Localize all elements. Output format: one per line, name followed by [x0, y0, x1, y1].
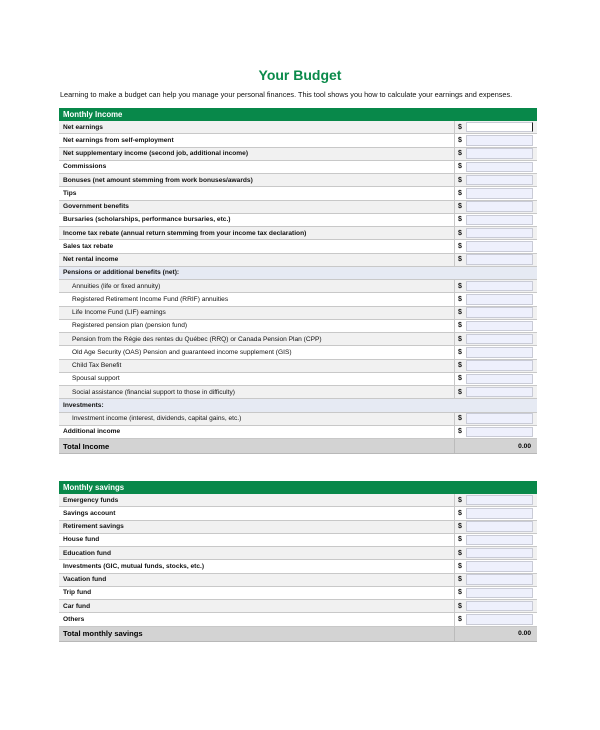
- currency-symbol: $: [458, 496, 462, 504]
- amount-input[interactable]: [466, 374, 533, 385]
- amount-input[interactable]: [466, 347, 533, 358]
- table-row: [59, 214, 537, 227]
- table-row: [59, 534, 537, 547]
- table-row: [59, 280, 537, 293]
- currency-symbol: $: [458, 295, 462, 303]
- amount-input[interactable]: [466, 601, 533, 612]
- currency-symbol: $: [458, 203, 462, 211]
- page-title: Your Budget: [258, 67, 342, 83]
- row-label: Sales tax rebate: [59, 240, 455, 252]
- row-label: Tips: [59, 187, 455, 199]
- total-savings-label: Total monthly savings: [59, 627, 455, 641]
- currency-symbol: $: [458, 562, 462, 570]
- table-row: [59, 547, 537, 560]
- row-label: Child Tax Benefit: [59, 360, 455, 372]
- currency-symbol: $: [458, 362, 462, 370]
- currency-symbol: $: [458, 335, 462, 343]
- table-row: [59, 507, 537, 520]
- row-label: Others: [59, 613, 455, 625]
- table-row: [59, 426, 537, 439]
- row-label: Registered Retirement Income Fund (RRIF) annuities: [59, 293, 455, 305]
- table-row: [59, 134, 537, 147]
- amount-input[interactable]: [466, 162, 533, 173]
- amount-input[interactable]: [466, 548, 533, 559]
- currency-symbol: $: [458, 256, 462, 264]
- table-row: [59, 201, 537, 214]
- table-row: [59, 386, 537, 399]
- amount-input[interactable]: [466, 188, 533, 199]
- amount-input[interactable]: [466, 215, 533, 226]
- currency-symbol: $: [458, 150, 462, 158]
- table-row: [59, 360, 537, 373]
- amount-input[interactable]: [466, 535, 533, 546]
- income-header: Monthly Income: [59, 108, 537, 121]
- amount-input[interactable]: [466, 508, 533, 519]
- row-label: Retirement savings: [59, 521, 455, 533]
- amount-input[interactable]: [466, 413, 533, 424]
- table-row: [59, 494, 537, 507]
- row-label: Savings account: [59, 507, 455, 519]
- amount-input[interactable]: [466, 321, 533, 332]
- table-row: [59, 121, 537, 134]
- amount-input[interactable]: [466, 495, 533, 506]
- row-label: House fund: [59, 534, 455, 546]
- currency-symbol: $: [458, 375, 462, 383]
- row-label: Life Income Fund (LIF) earnings: [59, 307, 455, 319]
- row-label: Spousal support: [59, 373, 455, 385]
- table-row: [59, 320, 537, 333]
- table-row: [59, 187, 537, 200]
- currency-symbol: $: [458, 176, 462, 184]
- row-label: Bursaries (scholarships, performance bursaries, etc.): [59, 214, 455, 226]
- subheader-row: [59, 267, 537, 280]
- table-row: [59, 227, 537, 240]
- currency-symbol: $: [458, 123, 462, 131]
- amount-input[interactable]: [466, 387, 533, 398]
- row-label: Investments (GIC, mutual funds, stocks, etc.): [59, 560, 455, 572]
- currency-symbol: $: [458, 348, 462, 356]
- table-row: [59, 307, 537, 320]
- amount-input[interactable]: [466, 281, 533, 292]
- row-label: Net rental income: [59, 254, 455, 266]
- currency-symbol: $: [458, 415, 462, 423]
- amount-input[interactable]: [466, 122, 533, 133]
- amount-input[interactable]: [466, 588, 533, 599]
- currency-symbol: $: [458, 163, 462, 171]
- total-savings-value: 0.00: [518, 630, 531, 637]
- table-row: [59, 413, 537, 426]
- income-table: [59, 108, 537, 454]
- amount-input[interactable]: [466, 241, 533, 252]
- row-label: Net earnings: [59, 121, 455, 133]
- currency-symbol: $: [458, 589, 462, 597]
- table-row: [59, 373, 537, 386]
- currency-symbol: $: [458, 309, 462, 317]
- table-row: [59, 174, 537, 187]
- amount-input[interactable]: [466, 521, 533, 532]
- table-row: [59, 293, 537, 306]
- row-label: Trip fund: [59, 587, 455, 599]
- row-label: Social assistance (financial support to those in difficulty): [59, 386, 455, 398]
- row-label: Car fund: [59, 600, 455, 612]
- row-label: Annuities (life or fixed annuity): [59, 280, 455, 292]
- savings-rows: [59, 494, 537, 627]
- amount-input[interactable]: [466, 254, 533, 265]
- currency-symbol: $: [458, 388, 462, 396]
- amount-input[interactable]: [466, 135, 533, 146]
- currency-symbol: $: [458, 428, 462, 436]
- income-rows: [59, 121, 537, 439]
- table-row: [59, 240, 537, 253]
- table-row: [59, 254, 537, 267]
- amount-input[interactable]: [466, 334, 533, 345]
- total-income-row: [59, 439, 537, 454]
- table-row: [59, 161, 537, 174]
- row-label: Commissions: [59, 161, 455, 173]
- currency-symbol: $: [458, 189, 462, 197]
- currency-symbol: $: [458, 136, 462, 144]
- currency-symbol: $: [458, 216, 462, 224]
- currency-symbol: $: [458, 242, 462, 250]
- row-label: Government benefits: [59, 201, 455, 213]
- total-savings-row: [59, 627, 537, 642]
- row-label: Vacation fund: [59, 574, 455, 586]
- table-row: [59, 560, 537, 573]
- amount-input[interactable]: [466, 175, 533, 186]
- currency-symbol: $: [458, 576, 462, 584]
- currency-symbol: $: [458, 615, 462, 623]
- table-row: [59, 574, 537, 587]
- currency-symbol: $: [458, 322, 462, 330]
- table-row: [59, 521, 537, 534]
- amount-input[interactable]: [466, 574, 533, 585]
- amount-input[interactable]: [466, 148, 533, 159]
- row-label: Income tax rebate (annual return stemming from your income tax declaration): [59, 227, 455, 239]
- row-label: Emergency funds: [59, 494, 455, 506]
- currency-symbol: $: [458, 523, 462, 531]
- total-income-label: Total Income: [59, 439, 455, 453]
- amount-input[interactable]: [466, 228, 533, 239]
- row-label: Registered pension plan (pension fund): [59, 320, 455, 332]
- currency-symbol: $: [458, 536, 462, 544]
- currency-symbol: $: [458, 509, 462, 517]
- row-label: Investments:: [63, 401, 104, 409]
- amount-input[interactable]: [466, 201, 533, 212]
- amount-input[interactable]: [466, 360, 533, 371]
- row-label: Pension from the Régie des rentes du Québec (RRQ) or Canada Pension Plan (CPP): [59, 333, 455, 345]
- table-row: [59, 346, 537, 359]
- row-label: Education fund: [59, 547, 455, 559]
- total-income-value: 0.00: [518, 442, 531, 450]
- table-row: [59, 333, 537, 346]
- table-row: [59, 613, 537, 626]
- row-label: Bonuses (net amount stemming from work bonuses/awards): [59, 174, 455, 186]
- amount-input[interactable]: [466, 614, 533, 625]
- amount-input[interactable]: [466, 561, 533, 572]
- currency-symbol: $: [458, 602, 462, 610]
- currency-symbol: $: [458, 229, 462, 237]
- subheader-row: [59, 399, 537, 412]
- row-label: Investment income (interest, dividends, capital gains, etc.): [59, 413, 455, 425]
- savings-table: [59, 481, 537, 642]
- row-label: Net supplementary income (second job, additional income): [59, 148, 455, 160]
- currency-symbol: $: [458, 549, 462, 557]
- amount-input[interactable]: [466, 294, 533, 305]
- row-label: Net earnings from self-employment: [59, 134, 455, 146]
- amount-input[interactable]: [466, 427, 533, 438]
- intro-text: Learning to make a budget can help you manage your personal finances. This tool shows you how to calculate your earnings and expenses.: [60, 90, 513, 99]
- row-label: Old Age Security (OAS) Pension and guaranteed income supplement (GIS): [59, 346, 455, 358]
- row-label: Pensions or additional benefits (net):: [63, 269, 180, 277]
- table-row: [59, 587, 537, 600]
- amount-input[interactable]: [466, 307, 533, 318]
- currency-symbol: $: [458, 282, 462, 290]
- row-label: Additional income: [59, 426, 455, 438]
- savings-header: Monthly savings: [59, 481, 537, 494]
- table-row: [59, 148, 537, 161]
- table-row: [59, 600, 537, 613]
